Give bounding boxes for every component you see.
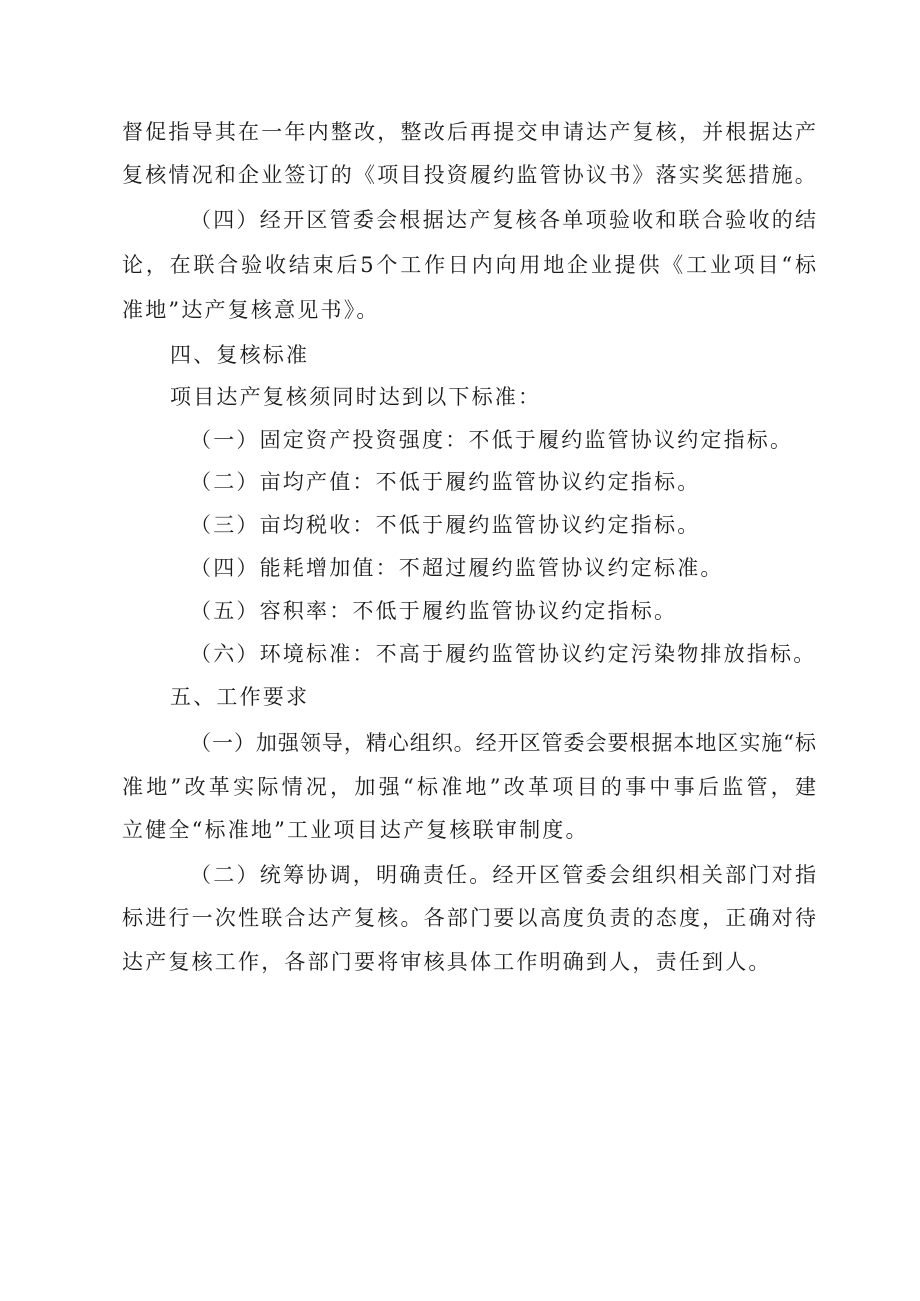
- list-item: （五）容积率：不低于履约监管协议约定指标。: [190, 599, 678, 623]
- text-line: 论，在联合验收结束后5个工作日内向用地企业提供《工业项目“标: [122, 253, 816, 277]
- list-item: （一）固定资产投资强度：不低于履约监管协议约定指标。: [190, 428, 794, 452]
- text-line: （四）经开区管委会根据达产复核各单项验收和联合验收的结: [190, 208, 816, 232]
- text-line: 督促指导其在一年内整改，整改后再提交申请达产复核，并根据达产: [122, 120, 816, 144]
- text-line: 标进行一次性联合达产复核。各部门要以高度负责的态度，正确对待: [122, 906, 816, 930]
- text-line: 准地”改革实际情况，加强“标准地”改革项目的事中事后监管，建: [122, 775, 816, 799]
- text-line: 立健全“标准地”工业项目达产复核联审制度。: [122, 818, 589, 842]
- text-line: 项目达产复核须同时达到以下标准：: [170, 385, 542, 409]
- list-item: （二）亩均产值：不低于履约监管协议约定指标。: [190, 470, 701, 494]
- text-line: （二）统筹协调，明确责任。经开区管委会组织相关部门对指: [190, 863, 816, 887]
- text-line: 准地”达产复核意见书》。: [122, 298, 380, 322]
- list-item: （四）能耗增加值：不超过履约监管协议约定标准。: [190, 556, 724, 580]
- list-item: （三）亩均税收：不低于履约监管协议约定指标。: [190, 513, 701, 537]
- text-line: 达产复核工作，各部门要将审核具体工作明确到人，责任到人。: [122, 950, 772, 974]
- section-heading: 五、工作要求: [170, 685, 310, 709]
- list-item: （六）环境标准：不高于履约监管协议约定污染物排放指标。: [190, 642, 817, 666]
- text-line: （一）加强领导，精心组织。经开区管委会要根据本地区实施“标: [190, 731, 816, 755]
- text-line: 复核情况和企业签订的《项目投资履约监管协议书》落实奖惩措施。: [122, 163, 818, 187]
- section-heading: 四、复核标准: [170, 343, 310, 367]
